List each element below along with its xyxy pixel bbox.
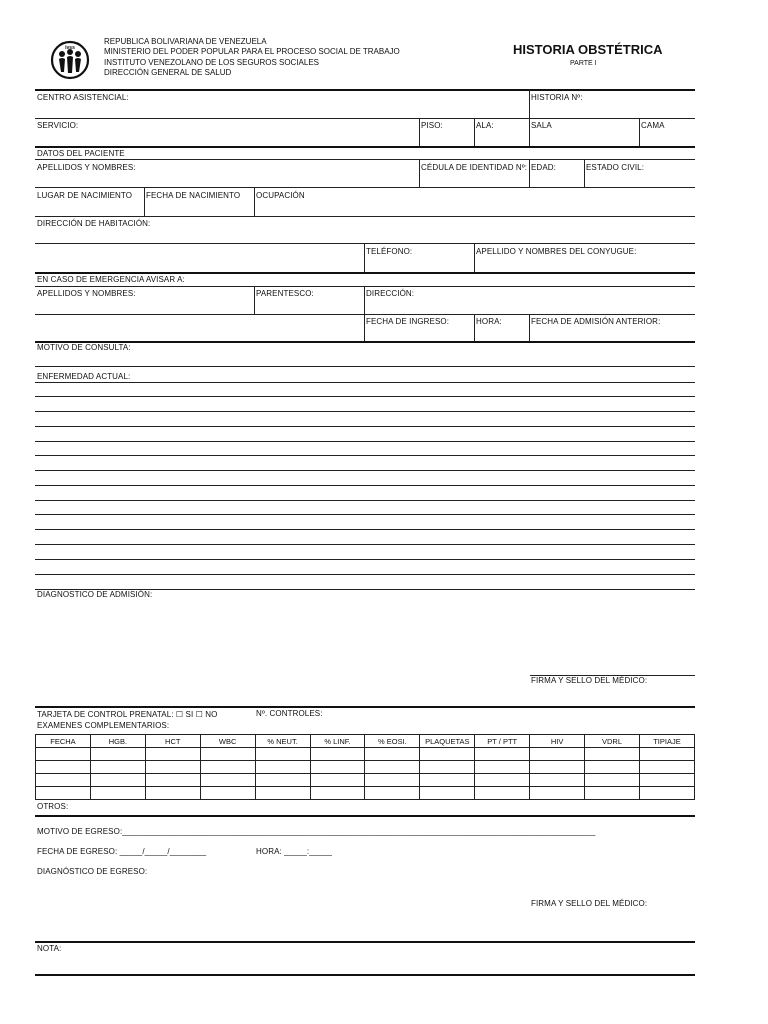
table-cell[interactable] xyxy=(145,774,200,787)
table-cell[interactable] xyxy=(420,761,475,774)
writing-line xyxy=(35,455,695,456)
table-cell[interactable] xyxy=(36,748,91,761)
table-column-header: TIPIAJE xyxy=(639,735,694,748)
org-line-2: MINISTERIO DEL PODER POPULAR PARA EL PROCESO SOCIAL DE TRABAJO xyxy=(104,47,400,56)
label-no-controles: Nº. CONTROLES: xyxy=(256,709,323,718)
label-lugar-nacimiento: LUGAR DE NACIMIENTO xyxy=(37,191,133,200)
table-column-header: HCT xyxy=(145,735,200,748)
col-divider xyxy=(254,187,255,216)
table-cell[interactable] xyxy=(365,761,420,774)
label-centro-asistencial: CENTRO ASISTENCIAL: xyxy=(37,93,129,102)
writing-line xyxy=(35,529,695,530)
section-emergencia: EN CASO DE EMERGENCIA AVISAR A: xyxy=(37,275,185,284)
row-divider xyxy=(35,941,695,943)
table-cell[interactable] xyxy=(90,787,145,800)
col-divider xyxy=(419,118,420,146)
table-column-header: % LINF. xyxy=(310,735,365,748)
table-cell[interactable] xyxy=(420,748,475,761)
label-estado-civil: ESTADO CIVIL: xyxy=(586,163,645,172)
table-cell[interactable] xyxy=(255,748,310,761)
table-row xyxy=(36,761,695,774)
table-row xyxy=(36,748,695,761)
table-cell[interactable] xyxy=(365,787,420,800)
col-divider xyxy=(419,159,420,187)
section-datos-paciente: DATOS DEL PACIENTE xyxy=(37,149,125,158)
writing-line xyxy=(35,574,695,575)
table-body xyxy=(36,748,695,800)
col-divider xyxy=(529,159,530,187)
label-diagnostico-admision: DIAGNOSTICO DE ADMISIÓN: xyxy=(37,590,153,599)
row-divider xyxy=(35,187,695,188)
label-motivo-consulta: MOTIVO DE CONSULTA: xyxy=(37,343,131,352)
table-cell[interactable] xyxy=(200,774,255,787)
label-fecha-nacimiento: FECHA DE NACIMIENTO xyxy=(146,191,241,200)
table-cell[interactable] xyxy=(310,787,365,800)
label-sala: SALA xyxy=(531,121,552,130)
table-cell[interactable] xyxy=(365,774,420,787)
table-column-header: PLAQUETAS xyxy=(420,735,475,748)
ivss-logo-icon xyxy=(50,40,90,80)
label-cama: CAMA xyxy=(641,121,665,130)
form-title: HISTORIA OBSTÉTRICA xyxy=(513,42,663,57)
table-cell[interactable] xyxy=(475,748,530,761)
row-divider xyxy=(35,146,695,148)
table-cell[interactable] xyxy=(639,761,694,774)
table-cell[interactable] xyxy=(90,761,145,774)
row-divider xyxy=(35,706,695,708)
writing-line xyxy=(35,441,695,442)
table-column-header: VDRL xyxy=(585,735,640,748)
lab-results-table xyxy=(35,734,695,800)
table-cell[interactable] xyxy=(90,748,145,761)
table-column-header: HGB. xyxy=(90,735,145,748)
table-cell[interactable] xyxy=(420,774,475,787)
table-cell[interactable] xyxy=(639,774,694,787)
label-telefono: TELÉFONO: xyxy=(366,247,413,256)
table-cell[interactable] xyxy=(145,748,200,761)
label-fecha-admision-anterior: FECHA DE ADMISIÓN ANTERIOR: xyxy=(531,317,661,326)
label-historia-no: HISTORIA Nº: xyxy=(531,93,583,102)
table-cell[interactable] xyxy=(90,774,145,787)
label-firma-sello-2: FIRMA Y SELLO DEL MÉDICO: xyxy=(531,899,648,908)
row-divider xyxy=(35,243,695,244)
label-hora: HORA: xyxy=(476,317,502,326)
table-cell[interactable] xyxy=(475,761,530,774)
col-divider xyxy=(639,118,640,146)
top-border xyxy=(35,89,695,91)
table-cell[interactable] xyxy=(585,787,640,800)
label-hora-egreso: HORA: _____:_____ xyxy=(256,847,332,856)
writing-line xyxy=(35,382,695,383)
col-divider xyxy=(474,243,475,272)
row-divider xyxy=(35,216,695,217)
col-divider xyxy=(529,118,530,146)
label-diagnostico-egreso: DIAGNÓSTICO DE EGRESO: xyxy=(37,867,148,876)
label-apellido-conyugue: APELLIDO Y NOMBRES DEL CONYUGUE: xyxy=(476,247,637,256)
col-divider xyxy=(474,314,475,341)
label-fecha-egreso: FECHA DE EGRESO: _____/_____/________ xyxy=(37,847,207,856)
col-divider xyxy=(144,187,145,216)
table-cell[interactable] xyxy=(310,774,365,787)
row-divider xyxy=(35,286,695,287)
label-motivo-egreso: MOTIVO DE EGRESO:________________________________________________________________________________________________________ xyxy=(37,827,596,836)
col-divider xyxy=(364,243,365,272)
table-cell[interactable] xyxy=(36,761,91,774)
table-cell[interactable] xyxy=(200,787,255,800)
writing-line xyxy=(35,559,695,560)
label-direccion-habitacion: DIRECCIÓN DE HABITACIÓN: xyxy=(37,219,151,228)
row-divider xyxy=(35,159,695,160)
writing-line xyxy=(35,470,695,471)
table-cell[interactable] xyxy=(585,774,640,787)
table-column-header: WBC xyxy=(200,735,255,748)
row-divider xyxy=(35,314,695,315)
row-divider xyxy=(35,118,695,119)
col-divider xyxy=(584,159,585,187)
label-examenes: EXAMENES COMPLEMENTARIOS: xyxy=(37,721,170,730)
row-divider xyxy=(35,366,695,367)
col-divider xyxy=(474,118,475,146)
label-emergencia-apellidos: APELLIDOS Y NOMBRES: xyxy=(37,289,136,298)
table-cell[interactable] xyxy=(475,787,530,800)
label-piso: PISO: xyxy=(421,121,443,130)
table-cell[interactable] xyxy=(145,787,200,800)
writing-line xyxy=(35,396,695,397)
label-tarjeta-control: TARJETA DE CONTROL PRENATAL: ☐ SI ☐ NO xyxy=(37,710,218,719)
table-cell[interactable] xyxy=(200,748,255,761)
label-servicio: SERVICIO: xyxy=(37,121,79,130)
writing-line xyxy=(35,485,695,486)
table-row xyxy=(36,787,695,800)
label-parentesco: PARENTESCO: xyxy=(256,289,314,298)
table-column-header: PT / PTT xyxy=(475,735,530,748)
org-line-3: INSTITUTO VENEZOLANO DE LOS SEGUROS SOCIALES xyxy=(104,58,320,67)
table-cell[interactable] xyxy=(530,787,585,800)
table-cell[interactable] xyxy=(420,787,475,800)
logo xyxy=(50,40,90,80)
label-otros: OTROS: xyxy=(37,802,69,811)
row-divider xyxy=(35,341,695,343)
table-cell[interactable] xyxy=(530,748,585,761)
row-divider xyxy=(35,815,695,817)
col-divider xyxy=(529,89,530,118)
table-cell[interactable] xyxy=(36,787,91,800)
label-cedula: CÉDULA DE IDENTIDAD Nº: xyxy=(421,163,528,172)
org-line-1: REPUBLICA BOLIVARIANA DE VENEZUELA xyxy=(104,37,267,46)
writing-line xyxy=(35,411,695,412)
label-nota: NOTA: xyxy=(37,944,62,953)
table-column-header: HIV xyxy=(530,735,585,748)
label-ocupacion: OCUPACIÓN xyxy=(256,191,305,200)
table-cell[interactable] xyxy=(530,774,585,787)
bottom-border xyxy=(35,974,695,976)
table-cell[interactable] xyxy=(585,761,640,774)
writing-line xyxy=(35,544,695,545)
table-row xyxy=(36,774,695,787)
col-divider xyxy=(364,286,365,341)
table-cell[interactable] xyxy=(200,761,255,774)
table-cell[interactable] xyxy=(310,748,365,761)
table-cell[interactable] xyxy=(530,761,585,774)
label-ala: ALA: xyxy=(476,121,494,130)
table-cell[interactable] xyxy=(365,748,420,761)
table-column-header: % EOSI. xyxy=(365,735,420,748)
svg-text:ivss: ivss xyxy=(65,45,75,51)
col-divider xyxy=(254,286,255,314)
org-line-4: DIRECCIÓN GENERAL DE SALUD xyxy=(104,68,232,77)
label-fecha-ingreso: FECHA DE INGRESO: xyxy=(366,317,450,326)
table-cell[interactable] xyxy=(255,774,310,787)
table-cell[interactable] xyxy=(310,761,365,774)
label-firma-sello-1: FIRMA Y SELLO DEL MÉDICO: xyxy=(531,676,648,685)
table-cell[interactable] xyxy=(585,748,640,761)
label-apellidos-nombres: APELLIDOS Y NOMBRES: xyxy=(37,163,136,172)
writing-line xyxy=(35,426,695,427)
label-edad: EDAD: xyxy=(531,163,556,172)
table-column-header: FECHA xyxy=(36,735,91,748)
table-header-row xyxy=(36,735,695,748)
row-divider xyxy=(35,272,695,274)
table-cell[interactable] xyxy=(639,787,694,800)
table-cell[interactable] xyxy=(255,761,310,774)
table-column-header: % NEUT. xyxy=(255,735,310,748)
table-cell[interactable] xyxy=(36,774,91,787)
writing-line xyxy=(35,514,695,515)
form-subtitle: PARTE I xyxy=(570,60,597,67)
col-divider xyxy=(529,314,530,341)
writing-line xyxy=(35,500,695,501)
label-direccion: DIRECCIÓN: xyxy=(366,289,415,298)
table-cell[interactable] xyxy=(639,748,694,761)
table-cell[interactable] xyxy=(475,774,530,787)
table-cell[interactable] xyxy=(255,787,310,800)
label-enfermedad-actual: ENFERMEDAD ACTUAL: xyxy=(37,372,131,381)
table-cell[interactable] xyxy=(145,761,200,774)
